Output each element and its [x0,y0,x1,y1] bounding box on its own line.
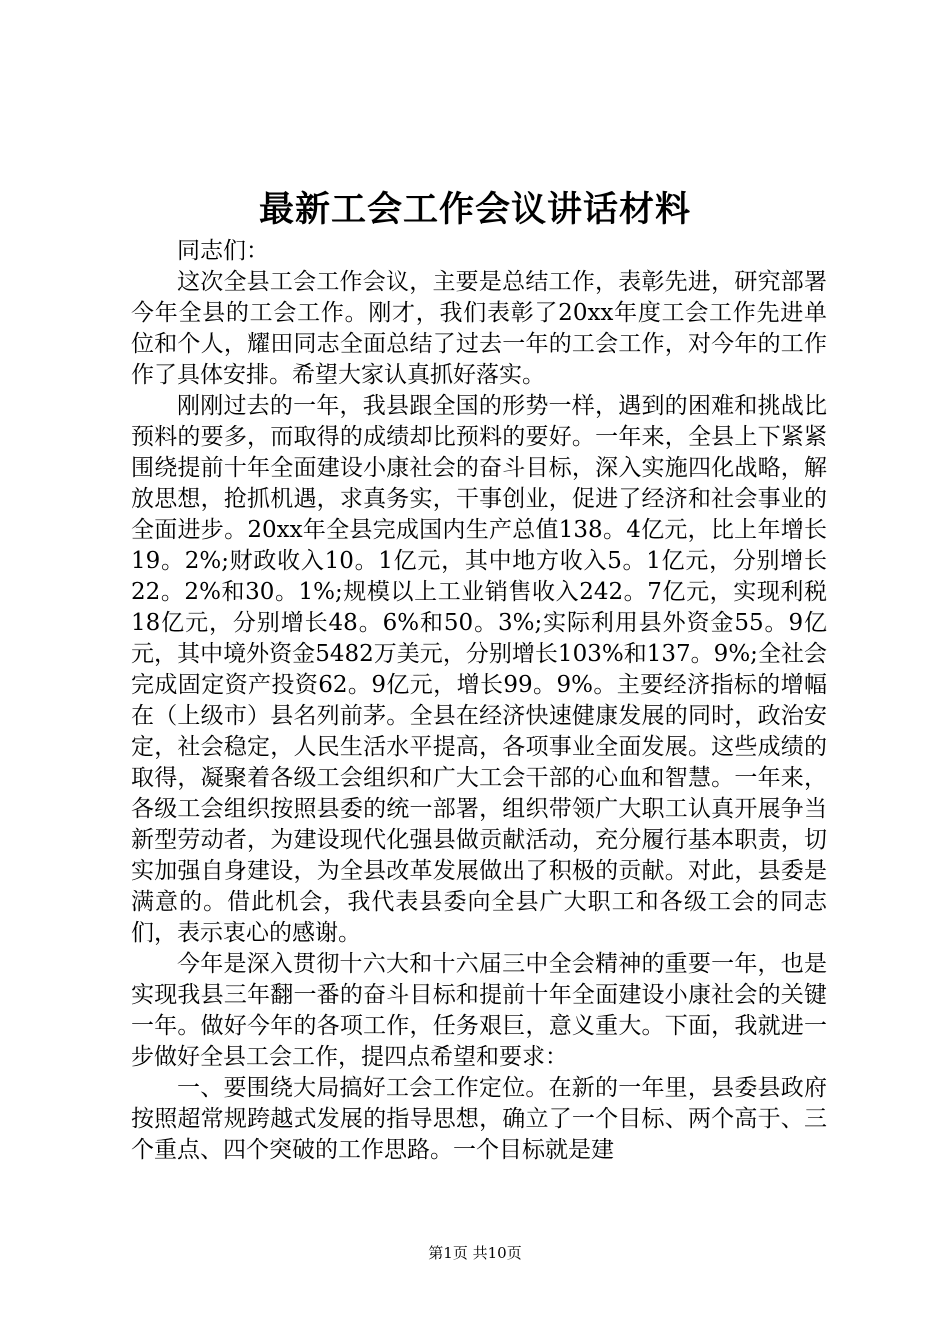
page-number-footer: 第1页 共10页 [428,1244,522,1262]
paragraph-achievements: 刚刚过去的一年，我县跟全国的形势一样，遇到的困难和挑战比预料的要多，而取得的成绩却比预料的要好。一年来，全县上下紧紧围绕提前十年全面建设小康社会的奋斗目标，深入实施四化战略，解放思想，抢抓机遇，求真务实，干事创业，促进了经济和社会事业的全面进步。20xx年全县完成国内生产总值138。4亿元，比上年增长19。2%;财政收入10。1亿元，其中地方收入5。1亿元，分别增长22。2%和30。1%;规模以上工业销售收入242。7亿元，实现利税18亿元，分别增长48。6%和50。3%;实际利用县外资金55。9亿元，其中境外资金5482万美元，分别增长103%和137。9%;全社会完成固定资产投资62。9亿元，增长99。9%。主要经济指标的增幅在（上级市）县名列前茅。全县在经济快速健康发展的同时，政治安定，社会稳定，人民生活水平提高，各项事业全面发展。这些成绩的取得，凝聚着各级工会组织和广大工会干部的心血和智慧。一年来，各级工会组织按照县委的统一部署，组织带领广大职工认真开展争当新型劳动者，为建设现代化强县做贡献活动，充分履行基本职责，切实加强自身建设，为全县改革发展做出了积极的贡献。对此，县委是满意的。借此机会，我代表县委向全县广大职工和各级工会的同志们，表示衷心的感谢。 [131,393,827,946]
document-title: 最新工会工作会议讲话材料 [258,189,691,230]
paragraph-intro: 这次全县工会工作会议，主要是总结工作，表彰先进，研究部署今年全县的工会工作。刚才，我们表彰了20xx年度工会工作先进单位和个人，耀田同志全面总结了过去一年的工会工作，对今年的工作作了具体安排。希望大家认真抓好落实。 [131,269,827,388]
paragraph-salutation: 同志们： [177,238,269,264]
paragraph-this-year: 今年是深入贯彻十六大和十六届三中全会精神的重要一年，也是实现我县三年翻一番的奋斗目标和提前十年全面建设小康社会的关键一年。做好今年的各项工作，任务艰巨，意义重大。下面，我就进一步做好全县工会工作，提四点希望和要求： [131,951,827,1070]
paragraph-point-one: 一、要围绕大局搞好工会工作定位。在新的一年里，县委县政府按照超常规跨越式发展的指导思想，确立了一个目标、两个高于、三个重点、四个突破的工作思路。一个目标就是建 [131,1075,827,1163]
document-body [131,236,827,1166]
